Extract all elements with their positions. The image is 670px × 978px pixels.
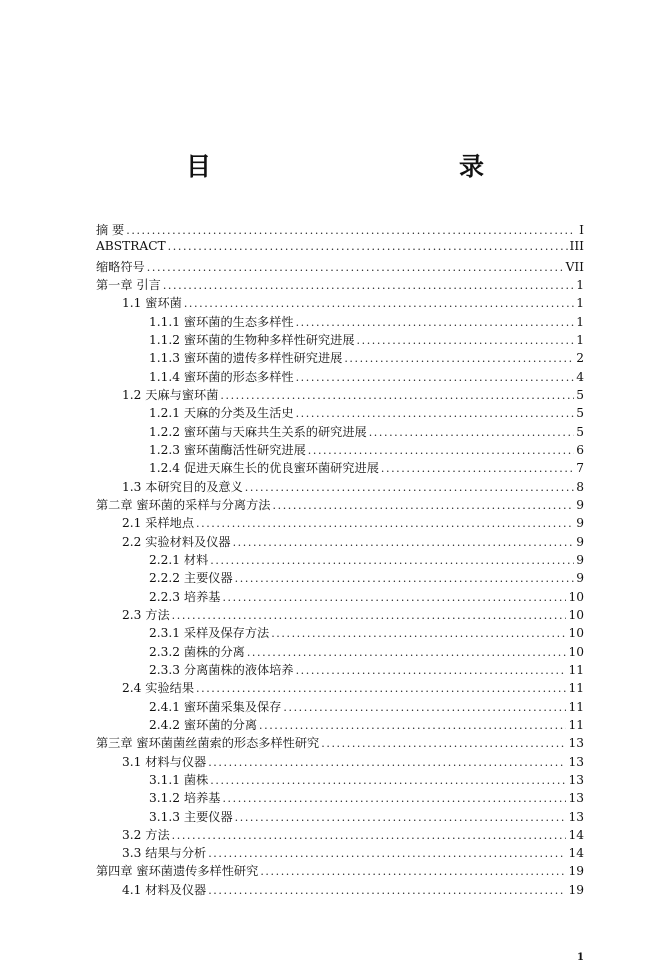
- toc-entry-page: 13: [568, 809, 584, 824]
- toc-entry-label: 2.4 实验结果: [122, 681, 195, 696]
- toc-entry-page: 13: [568, 754, 584, 769]
- toc-entry-page: 8: [576, 479, 584, 494]
- toc-entry-page: 9: [576, 534, 584, 549]
- toc-leader-dots: [245, 481, 574, 494]
- toc-entry: [96, 441, 584, 459]
- toc-entry-page: 14: [568, 827, 584, 842]
- toc-entry-label: 摘 要: [96, 223, 125, 237]
- toc-entry: [96, 294, 584, 312]
- toc-leader-dots: [271, 627, 566, 640]
- toc-entry-label: 2.2.2 主要仪器: [149, 571, 233, 586]
- toc-entry: [96, 716, 584, 734]
- toc-entry-label: 2.3.2 菌株的分离: [149, 644, 245, 659]
- toc-entry-label: 1.2.4 促进天麻生长的优良蜜环菌研究进展: [149, 461, 379, 476]
- toc-leader-dots: [210, 774, 566, 787]
- toc-entry: [96, 368, 584, 386]
- toc-entry-label: 3.2 方法: [122, 827, 170, 842]
- toc-entry-page: 11: [568, 662, 584, 677]
- toc-entry: [96, 679, 584, 697]
- toc-leader-dots: [260, 865, 566, 878]
- toc-leader-dots: [220, 389, 574, 402]
- toc-entry: [96, 239, 584, 257]
- toc-entry: [96, 349, 584, 367]
- toc-entry: [96, 478, 584, 496]
- toc-entry-page: 11: [568, 717, 584, 732]
- toc-leader-dots: [296, 316, 574, 329]
- toc-entry: [96, 423, 584, 441]
- toc-leader-dots: [163, 279, 574, 292]
- toc-entry-label: ABSTRACT: [96, 239, 166, 254]
- toc-entry-label: 2.2.1 材料: [149, 552, 209, 567]
- toc-entry: [96, 404, 584, 422]
- toc-entry-label: 1.1.4 蜜环菌的形态多样性: [149, 369, 294, 384]
- toc-entry-page: III: [569, 239, 584, 254]
- toc-entry-page: 1: [576, 296, 584, 311]
- toc-leader-dots: [233, 536, 574, 549]
- toc-entry-page: 19: [568, 864, 584, 879]
- toc-entry: [96, 753, 584, 771]
- toc-leader-dots: [147, 261, 564, 274]
- toc-entry-page: 9: [576, 552, 584, 567]
- toc-leader-dots: [296, 371, 574, 384]
- toc-entry-label: 2.3 方法: [122, 607, 170, 622]
- toc-entry: [96, 276, 584, 294]
- toc-leader-dots: [168, 240, 568, 253]
- toc-entry-page: 2: [576, 351, 584, 366]
- toc-entry: [96, 624, 584, 642]
- toc-entry: [96, 606, 584, 624]
- toc-entry: [96, 533, 584, 551]
- toc-leader-dots: [259, 719, 566, 732]
- toc-entry: [96, 496, 584, 514]
- toc-entry-page: 10: [568, 607, 584, 622]
- toc-entry-page: 13: [568, 736, 584, 751]
- toc-entry-page: 7: [576, 461, 584, 476]
- toc-leader-dots: [273, 499, 575, 512]
- toc-entry-page: 9: [576, 571, 584, 586]
- toc-entry: [96, 844, 584, 862]
- toc-entry: [96, 789, 584, 807]
- table-of-contents: [96, 221, 584, 899]
- toc-entry-page: 11: [568, 699, 584, 714]
- toc-entry-label: 3.1 材料与仪器: [122, 754, 207, 769]
- toc-leader-dots: [172, 609, 567, 622]
- toc-entry-label: 1.1.3 蜜环菌的遗传多样性研究进展: [149, 351, 343, 366]
- toc-entry: [96, 862, 584, 880]
- toc-entry-page: 1: [576, 314, 584, 329]
- toc-entry-label: 3.1.1 菌株: [149, 772, 209, 787]
- toc-entry-label: 1.2.2 蜜环菌与天麻共生关系的研究进展: [149, 424, 367, 439]
- toc-leader-dots: [208, 884, 566, 897]
- toc-entry-page: 10: [568, 644, 584, 659]
- toc-entry-page: 1: [576, 277, 584, 292]
- toc-entry: [96, 881, 584, 899]
- toc-leader-dots: [208, 756, 566, 769]
- toc-entry: [96, 258, 584, 276]
- toc-entry-label: 2.1 采样地点: [122, 516, 195, 531]
- toc-leader-dots: [172, 829, 567, 842]
- toc-entry-label: 2.4.2 蜜环菌的分离: [149, 717, 258, 732]
- toc-entry-page: 11: [568, 681, 584, 696]
- toc-entry-label: 2.2 实验材料及仪器: [122, 534, 231, 549]
- toc-entry: [96, 771, 584, 789]
- toc-leader-dots: [247, 646, 567, 659]
- toc-entry: [96, 569, 584, 587]
- toc-entry-page: 10: [568, 589, 584, 604]
- page-number: 1: [577, 952, 584, 963]
- toc-leader-dots: [296, 664, 567, 677]
- toc-leader-dots: [196, 517, 574, 530]
- toc-entry-label: 3.3 结果与分析: [122, 846, 207, 861]
- toc-entry: [96, 221, 584, 239]
- toc-entry-page: 5: [576, 424, 584, 439]
- toc-entry-page: I: [579, 223, 584, 237]
- toc-entry-label: 1.2 天麻与蜜环菌: [122, 387, 219, 402]
- toc-entry-page: 10: [568, 626, 584, 641]
- toc-entry-label: 1.1.2 蜜环菌的生物种多样性研究进展: [149, 332, 355, 347]
- toc-entry: [96, 808, 584, 826]
- toc-entry: [96, 459, 584, 477]
- toc-entry-label: 2.2.3 培养基: [149, 589, 221, 604]
- page-title: 目 录: [185, 152, 550, 181]
- toc-entry-label: 4.1 材料及仪器: [122, 882, 207, 897]
- toc-leader-dots: [381, 462, 574, 475]
- toc-entry-page: 13: [568, 772, 584, 787]
- toc-entry-page: 4: [576, 369, 584, 384]
- toc-leader-dots: [196, 682, 566, 695]
- toc-entry-label: 2.3.3 分离菌株的液体培养: [149, 662, 294, 677]
- toc-entry-page: 13: [568, 791, 584, 806]
- toc-entry: [96, 514, 584, 532]
- toc-entry-page: 1: [576, 332, 584, 347]
- toc-leader-dots: [222, 591, 566, 604]
- toc-leader-dots: [235, 572, 574, 585]
- toc-entry-label: 1.1 蜜环菌: [122, 296, 182, 311]
- toc-entry-page: 5: [576, 387, 584, 402]
- toc-entry: [96, 313, 584, 331]
- toc-entry: [96, 643, 584, 661]
- toc-entry-page: 9: [576, 516, 584, 531]
- toc-entry: [96, 698, 584, 716]
- toc-leader-dots: [296, 407, 574, 420]
- toc-entry-label: 3.1.3 主要仪器: [149, 809, 233, 824]
- toc-entry-label: 1.2.1 天麻的分类及生活史: [149, 406, 294, 421]
- toc-entry-label: 第一章 引言: [96, 277, 161, 292]
- toc-entry-label: 1.1.1 蜜环菌的生态多样性: [149, 314, 294, 329]
- toc-entry-page: VII: [565, 259, 584, 274]
- toc-leader-dots: [308, 444, 574, 457]
- toc-entry-label: 1.2.3 蜜环菌酶活性研究进展: [149, 442, 306, 457]
- toc-entry: [96, 551, 584, 569]
- toc-entry-page: 9: [576, 497, 584, 512]
- toc-entry-label: 第四章 蜜环菌遗传多样性研究: [96, 864, 259, 879]
- toc-leader-dots: [344, 352, 574, 365]
- toc-entry-label: 3.1.2 培养基: [149, 791, 221, 806]
- toc-entry-page: 5: [576, 406, 584, 421]
- toc-entry-label: 第二章 蜜环菌的采样与分离方法: [96, 497, 271, 512]
- toc-entry-label: 2.4.1 蜜环菌采集及保存: [149, 699, 282, 714]
- toc-entry-page: 19: [568, 882, 584, 897]
- toc-entry-label: 缩略符号: [96, 259, 145, 274]
- toc-leader-dots: [283, 701, 566, 714]
- toc-leader-dots: [369, 426, 574, 439]
- toc-leader-dots: [321, 737, 566, 750]
- toc-entry-label: 2.3.1 采样及保存方法: [149, 626, 270, 641]
- toc-leader-dots: [126, 224, 574, 237]
- toc-entry: [96, 661, 584, 679]
- toc-entry-label: 第三章 蜜环菌菌丝菌索的形态多样性研究: [96, 736, 320, 751]
- toc-leader-dots: [222, 792, 566, 805]
- toc-entry-label: 1.3 本研究目的及意义: [122, 479, 243, 494]
- toc-leader-dots: [235, 811, 567, 824]
- toc-leader-dots: [184, 297, 574, 310]
- toc-entry: [96, 826, 584, 844]
- toc-entry: [96, 734, 584, 752]
- toc-entry: [96, 386, 584, 404]
- toc-leader-dots: [357, 334, 574, 347]
- toc-leader-dots: [210, 554, 574, 567]
- toc-entry-page: 6: [576, 442, 584, 457]
- toc-entry-page: 14: [568, 846, 584, 861]
- toc-leader-dots: [208, 847, 566, 860]
- toc-entry: [96, 331, 584, 349]
- toc-entry: [96, 588, 584, 606]
